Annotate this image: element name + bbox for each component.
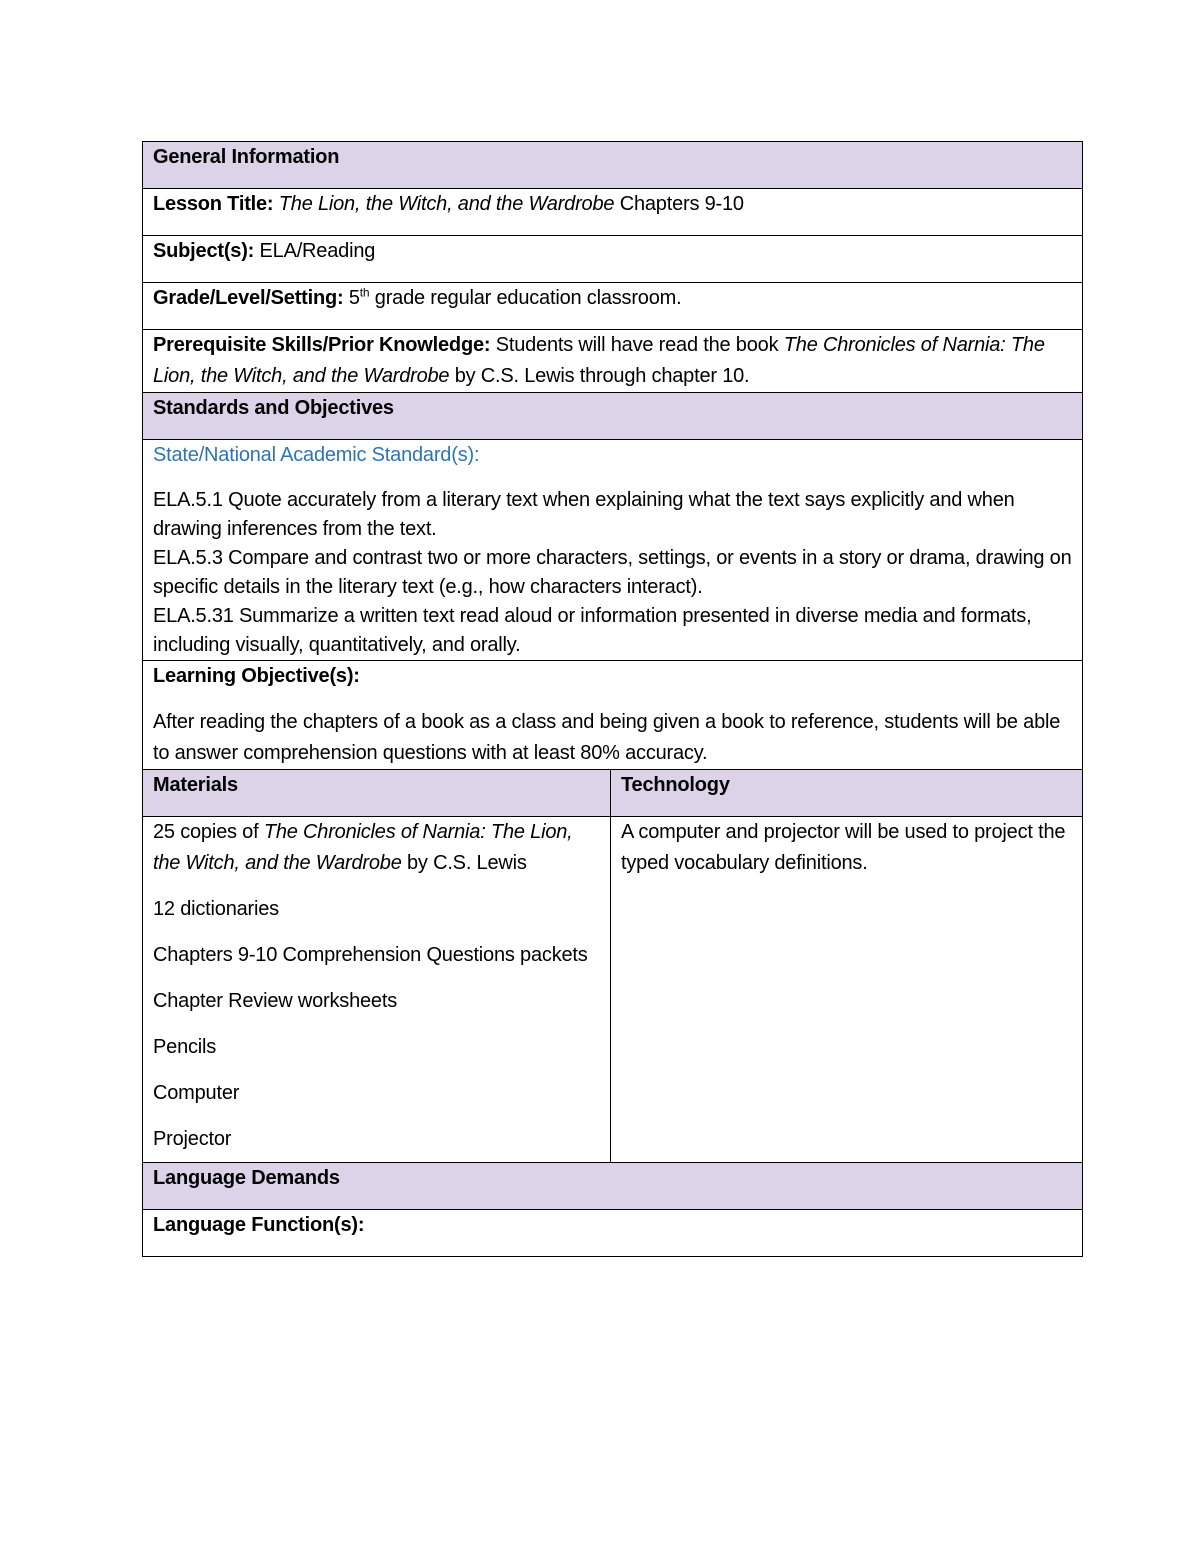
lesson-title-italic: The Lion, the Witch, and the Wardrobe [278,193,615,215]
language-function-row [143,1210,1083,1257]
state-standards-label: State/National Academic Standard(s): [153,444,480,466]
list-item: Computer [153,1082,240,1104]
section-heading: Standards and Objectives [153,397,394,419]
section-heading: Materials [153,774,238,796]
subject-row [143,236,1083,283]
lesson-title-rest: Chapters 9-10 [619,193,744,215]
prerequisite-row [143,330,1083,393]
standard-item: ELA.5.3 Compare and contrast two or more characters, settings, or events in a story or drama, drawing on specific details in the literary text (e.g., how characters interact). [153,547,1072,598]
standards-objectives-header [143,393,1083,440]
lesson-plan-table [142,141,1083,1257]
list-item: Pencils [153,1036,217,1058]
standard-item: ELA.5.31 Summarize a written text read aloud or information presented in diverse media and formats, including visually, quantitatively, and orally. [153,605,1032,656]
prerequisite-text: Students will have read the book [495,334,779,356]
grade-setting: grade regular education classroom. [374,287,682,309]
lesson-title-row [143,189,1083,236]
prerequisite-book-title: The Chronicles of Narnia: The Lion, the Witch, and the Wardrobe [153,334,1045,387]
prerequisite-text-end: by C.S. Lewis through chapter 10. [454,365,750,387]
section-heading: Technology [621,774,730,796]
field-label: Prerequisite Skills/Prior Knowledge: [153,334,491,356]
standard-item: ELA.5.1 Quote accurately from a literary text when explaining what the text says explicitly and when drawing inferences from the text. [153,489,1015,540]
technology-header [611,770,1083,817]
field-label: Grade/Level/Setting: [153,287,344,309]
list-item: Chapter Review worksheets [153,990,397,1012]
grade-level-row [143,283,1083,330]
material-book-author: by C.S. Lewis [407,852,527,874]
field-label: Learning Objective(s): [153,665,360,687]
list-item [153,817,600,879]
field-label: Lesson Title: [153,193,274,215]
grade-number: 5 [348,287,360,309]
general-information-header [143,142,1083,189]
field-label: Language Function(s): [153,1214,365,1236]
section-heading: Language Demands [153,1167,340,1189]
section-heading: General Information [153,146,340,168]
material-book-title: The Chronicles of Narnia: The Lion, the Witch, and the Wardrobe [153,821,573,874]
objective-text: After reading the chapters of a book as a class and being given a book to reference, students will be able to answer comprehension questions with at least 80% accuracy. [153,711,1061,764]
materials-header [143,770,611,817]
language-demands-header [143,1163,1083,1210]
technology-text: A computer and projector will be used to project the typed vocabulary definitions. [621,821,1066,874]
list-item: 12 dictionaries [153,898,279,920]
standards-row [143,440,1083,661]
list-item: Projector [153,1128,232,1150]
material-book-prefix: 25 copies of [153,821,259,843]
list-item: Chapters 9-10 Comprehension Questions packets [153,944,588,966]
materials-list [143,817,611,1163]
grade-ordinal: th [359,285,370,300]
subject-value: ELA/Reading [259,240,376,262]
technology-cell [611,817,1083,1163]
learning-objectives-row [143,661,1083,770]
field-label: Subject(s): [153,240,255,262]
